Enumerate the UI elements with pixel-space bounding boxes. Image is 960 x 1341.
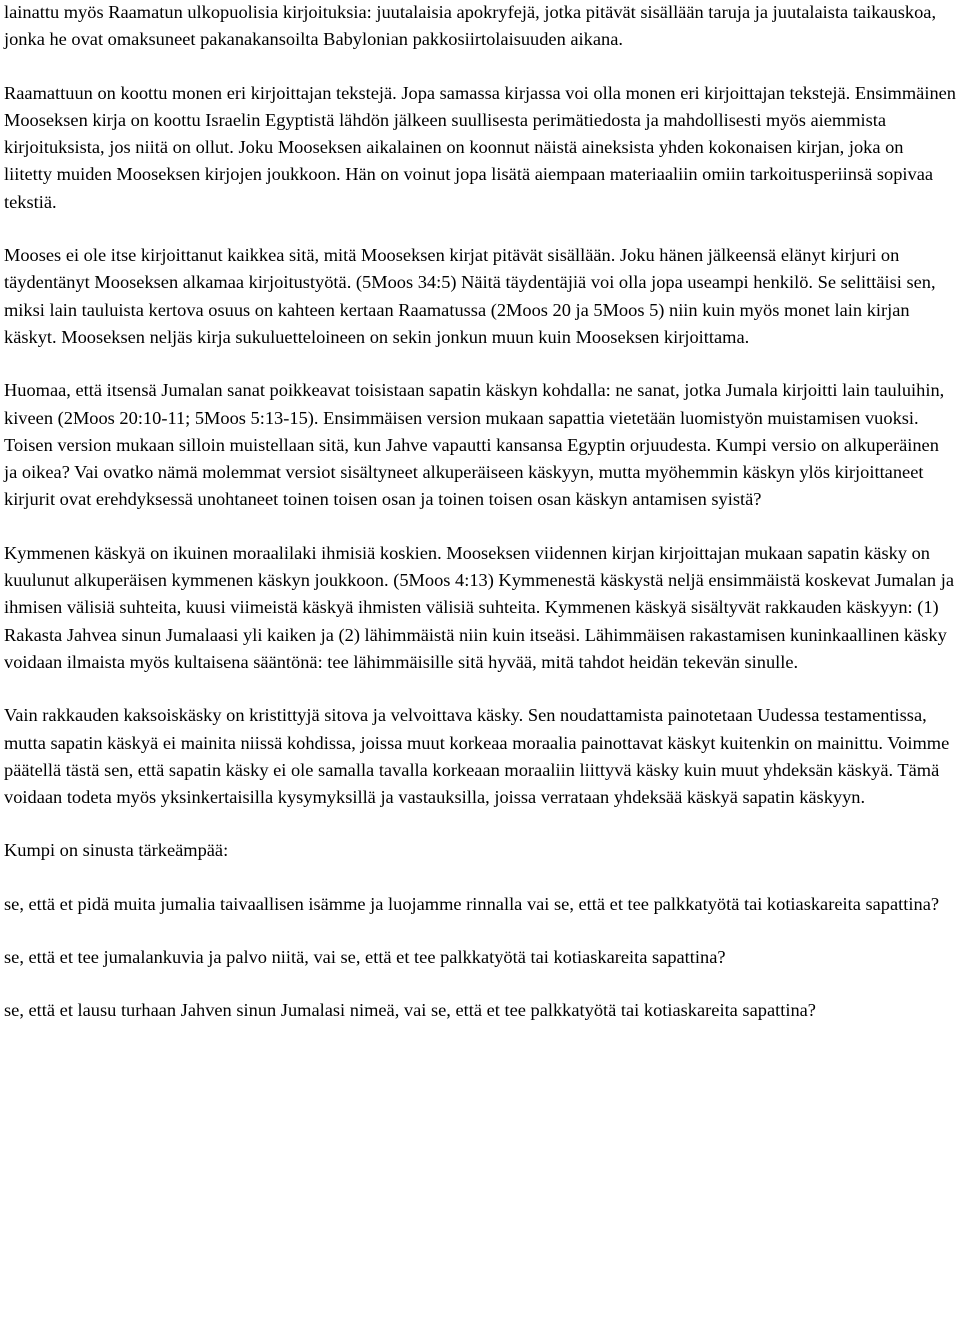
paragraph-question-intro: Kumpi on sinusta tärkeämpää: <box>4 840 229 861</box>
question-other-gods: se, että et pidä muita jumalia taivaallisen isämme ja luojamme rinnalla vai se, että et tee palkkatyötä tai kotiaskareita sapattina? <box>4 893 940 914</box>
paragraph-apocrypha: lainattu myös Raamatun ulkopuolisia kirjoituksia: juutalaisia apokryfejä, jotka pitävät sisällään taruja ja juutalaista taikauskoa, jonka he ovat omaksuneet pakanakansoilta Babylonian pakkosiirtolaisuuden aikana. <box>4 2 937 50</box>
paragraph-sabbath-versions: Huomaa, että itsensä Jumalan sanat poikkeavat toisistaan sapatin käskyn kohdalla: ne sanat, jotka Jumala kirjoitti lain tauluihin, kiveen (2Moos 20:10-11; 5Moos 5:13-15). Ensimmäisen version mukaan sapattia vietetään luomistyön muistamisen vuoksi. Toisen version mukaan silloin muistellaan sitä, kun Jahve vapautti kansansa Egyptin orjuudesta. Kumpi versio on alkuperäinen ja oikea? Vai ovatko nämä molemmat versiot sisältyneet alkuperäiseen käskyyn, mutta myöhemmin käskyn ylös kirjoittaneet kirjurit ovat erehdyksessä unohtaneet toinen toisen osan ja toinen toisen osan käskyn antamisen syistä? <box>4 380 945 510</box>
paragraph-moses-writings: Mooses ei ole itse kirjoittanut kaikkea sitä, mitä Mooseksen kirjat pitävät sisällään. Joku hänen jälkeensä elänyt kirjuri on täydentänyt Mooseksen alkamaa kirjoitustyötä. (5Moos 34:5) Näitä täydentäjiä voi olla jopa useampi henkilö. Se selittäisi sen, miksi lain tauluista kertova osuus on kahteen kertaan Raamatussa (2Moos 20 ja 5Moos 5) niin kuin myös monet lain kirjan käskyt. Mooseksen neljäs kirja sukuluetteloineen on sekin jonkun muun kuin Mooseksen kirjoittama. <box>4 245 936 347</box>
document-page <box>4 0 956 1025</box>
paragraph-ten-commandments: Kymmenen käskyä on ikuinen moraalilaki ihmisiä koskien. Mooseksen viidennen kirjan kirjoittajan mukaan sapatin käsky on kuulunut alkuperäisen kymmenen käskyn joukkoon. (5Moos 4:13) Kymmenestä käskystä neljä ensimmäistä koskevat Jumalan ja ihmisen välisiä suhteita, kuusi viimeistä käskyä ihmisten välisiä suhteita. Kymmenen käskyä sisältyvät rakkauden käskyyn: (1) Rakasta Jahvea sinun Jumalaasi yli kaiken ja (2) lähimmäistä niin kuin itseäsi. Lähimmäisen rakastamisen kuninkaallinen käsky voidaan ilmaista myös kultaisena sääntönä: tee lähimmäisille sitä hyvää, mitä tahdot heidän tekevän sinulle. <box>4 542 955 672</box>
question-idols: se, että et tee jumalankuvia ja palvo niitä, vai se, että et tee palkkatyötä tai kotiaskareita sapattina? <box>4 947 726 968</box>
paragraph-authors: Raamattuun on koottu monen eri kirjoittajan tekstejä. Jopa samassa kirjassa voi olla monen eri kirjoittajan tekstejä. Ensimmäinen Mooseksen kirja on koottu Israelin Egyptistä lähdön jälkeen suullisesta perimätiedosta ja mahdollisesti myös aiemmista kirjoituksista, jos niitä on ollut. Joku Mooseksen aikalainen on koonnut näistä aineksista yhden kokonaisen kirjan, joka on liitetty muiden Mooseksen kirjojen joukkoon. Hän on voinut jopa lisätä aiempaan materiaaliin omiin tarkoitusperiinsä sopivaa tekstiä. <box>4 82 956 212</box>
paragraph-love-commandment: Vain rakkauden kaksoiskäsky on kristittyjä sitova ja velvoittava käsky. Sen noudattamista painotetaan Uudessa testamentissa, mutta sapatin käskyä ei mainita niissä kohdissa, joissa muut korkeaa moraalia painottavat käskyt kuitenkin on mainittu. Voimme päätellä tästä sen, että sapatin käsky ei ole samalla tavalla korkeaan moraaliin liittyvä käsky kuin muut yhdeksän käskyä. Tämä voidaan todeta myös yksinkertaisilla kysymyksillä ja vastauksilla, joissa verrataan yhdeksää käskyä sapatin käskyyn. <box>4 705 950 808</box>
question-name-in-vain: se, että et lausu turhaan Jahven sinun Jumalasi nimeä, vai se, että et tee palkkatyötä tai kotiaskareita sapattina? <box>4 1000 816 1021</box>
